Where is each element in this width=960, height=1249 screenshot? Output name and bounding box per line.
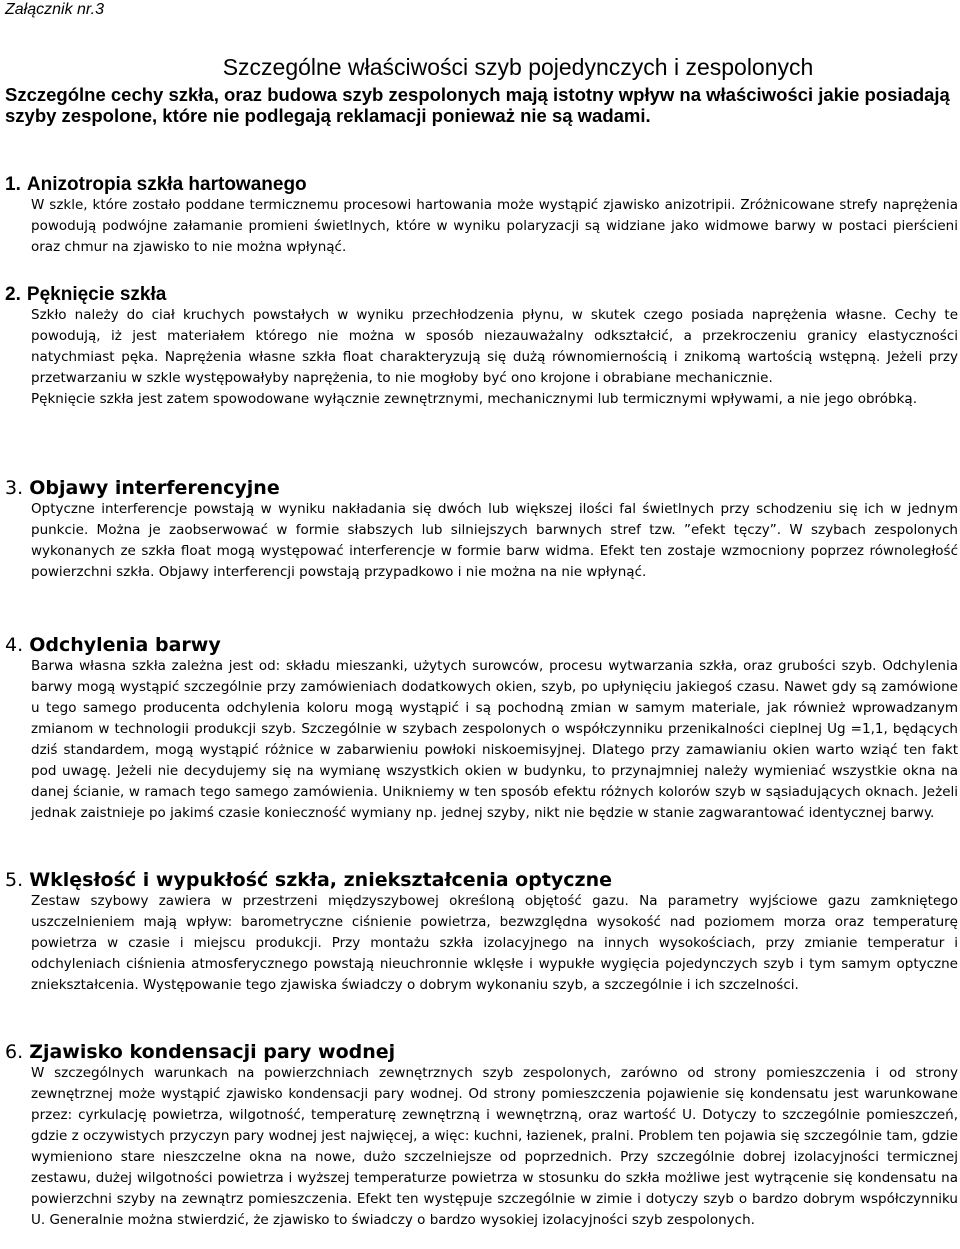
- paragraph: Barwa własna szkła zależna jest od: składu mieszanki, użytych surowców, procesu wytwarzania szkła, oraz grubości szyb. Odchylenia barwy mogą wystąpić szczególnie przy zamówieniach dodatkowych okien, szyb, po upłynięciu jakiegoś czasu. Nawet gdy są zamówione u tego samego producenta odchylenia koloru mogą wystąpić i są pochodną zmian w samym materiale, jak również wprowadzanym zmianom w technologii produkcji szyb. Szczególnie w szybach zespolonych o współczynniku przenikalności cieplnej Ug =1,1, będących dziś standardem, mogą wystąpić różnice w zabarwieniu powłoki niskoemisyjnej. Dlatego przy zamawianiu okien warto wziąć ten fakt pod uwagę. Jeżeli nie decydujemy się na wymianę wszystkich okien w budynku, to przynajmniej należy wymieniać wszystkie okna na danej ścianie, w ramach tego samego zamówienia. Unikniemy w ten sposób efektu różnych kolorów szyb w sąsiadujących oknach. Jeżeli jednak zaistnieje po jakimś czasie konieczność wymiany np. jednej szyby, nikt nie będzie w stanie zagwarantować identycznej barwy.: [31, 658, 958, 821]
- section-title: Anizotropia szkła hartowanego: [26, 174, 307, 195]
- section-body: [31, 1063, 958, 1231]
- paragraph: Szkło należy do ciał kruchych powstałych w wyniku przechłodzenia płynu, w skutek czego posiada naprężenia własne. Cechy te powodują, iż jest materiałem którego nie można w sposób niezauważalny odkształcić, a przekroczeniu granicy elastyczności natychmiast pęka. Naprężenia własne szkła float charakteryzują się dużą równomiernością i znikomą wartością wstępną. Jeżeli przy przetwarzaniu w szkle występowałyby naprężenia, to nie mogłoby być ono krojone i obrabiane mechanicznie.: [31, 307, 958, 386]
- intro-paragraph: Szczególne cechy szkła, oraz budowa szyb zespolonych mają istotny wpływ na właściwości jakie posiadają szyby zespolone, które nie podlegają reklamacji ponieważ nie są wadami.: [5, 84, 950, 126]
- section-number: 1.: [5, 174, 21, 195]
- section-heading: [5, 283, 166, 306]
- section-number: 2.: [5, 284, 21, 305]
- section-number: 5.: [5, 869, 24, 891]
- paragraph: W szkle, które zostało poddane termicznemu procesowi hartowania może wystąpić zjawisko anizotripii. Zróżnicowane strefy naprężenia powodują podwójne załamanie promieni świetlnych, które w wyniku polaryzacji są widziane jako widmowe barwy w postaci pierścieni oraz chmur na zjawisko to nie można wpłynąć.: [31, 197, 958, 255]
- section-heading: [5, 477, 280, 499]
- section-title: Objawy interferencyjne: [29, 477, 280, 499]
- section-body: [31, 195, 958, 258]
- section-body: [31, 499, 958, 583]
- paragraph: Pęknięcie szkła jest zatem spowodowane wyłącznie zewnętrznymi, mechanicznymi lub termicznymi wpływami, a nie jego obróbką.: [31, 391, 917, 407]
- document-title: Szczególne właściwości szyb pojedynczych i zespolonych: [222, 54, 814, 81]
- section-title: Wklęsłość i wypukłość szkła, zniekształcenia optyczne: [29, 869, 613, 891]
- section-heading: [5, 869, 612, 891]
- section-number: 4.: [5, 634, 24, 656]
- section-title: Pęknięcie szkła: [26, 284, 167, 305]
- section-title: Odchylenia barwy: [29, 634, 221, 656]
- paragraph: Optyczne interferencje powstają w wyniku nakładania się dwóch lub większej ilości fal świetlnych przy schodzeniu się ich w jednym punkcie. Można je zaobserwować w formie słabszych lub silniejszych barwnych stref tzw. ”efekt tęczy”. W szybach zespolonych wykonanych ze szkła float mogą występować interferencje w formie barw widma. Efekt ten zostaje wzmocniony poprzez równoległość powierzchni szkła. Objawy interferencji powstają przypadkowo i nie można na nie wpłynąć.: [31, 501, 958, 580]
- section-body: [31, 305, 958, 410]
- section-title: Zjawisko kondensacji pary wodnej: [29, 1041, 396, 1063]
- section-number: 3.: [5, 477, 24, 499]
- section-body: [31, 656, 958, 824]
- paragraph: W szczególnych warunkach na powierzchniach zewnętrznych szyb zespolonych, zarówno od strony pomieszczenia i od strony zewnętrznej może wystąpić zjawisko kondensacji pary wodnej. Od strony pomieszczenia pojawienie się kondensatu jest warunkowane przez: cyrkulację powietrza, wilgotność, temperaturę zewnętrzną i wewnętrzną, oraz wartość U. Dotyczy to szczególnie pomieszczeń, gdzie z oczywistych przyczyn pary wodnej jest najwięcej, a więc: kuchni, łazienek, pralni. Problem ten pojawia się szczególnie tam, gdzie wymieniono stare nieszczelne okna na nowe, dużo szczelniejsze od poprzednich. Przy szczególnie dobrej izolacyjności termicznej zestawu, dużej wilgotności powietrza i wyższej temperaturze powietrza w stosunku do szkła możliwe jest wytrącenie się kondensatu na powierzchni szyby na zewnątrz pomieszczenia. Efekt ten występuje szczególnie w zimie i dotyczy szyb o bardzo dobrym współczynniku U. Generalnie można stwierdzić, że zjawisko to świadczy o bardzo wysokiej izolacyjności szyb zespolonych.: [31, 1065, 958, 1228]
- section-number: 6.: [5, 1041, 24, 1063]
- annex-label: Załącznik nr.3: [5, 1, 104, 18]
- section-body: [31, 891, 958, 996]
- section-heading: [5, 1041, 395, 1063]
- section-heading: [5, 173, 307, 196]
- paragraph: Zestaw szybowy zawiera w przestrzeni międzyszybowej określoną objętość gazu. Na parametry wyjściowe gazu zamkniętego uszczelnieniem mają wpływ: barometryczne ciśnienie powietrza, bezwzględna wysokość nad poziomem morza oraz temperaturę powietrza w czasie i miejscu produkcji. Przy montażu szkła izolacyjnego na innych wysokościach, przy zmianie temperatur i odchyleniach ciśnienia atmosferycznego powstają nieuchronnie wklęsłe i wypukłe wygięcia pojedynczych szyb i tym samym optyczne zniekształcenia. Występowanie tego zjawiska świadczy o dobrym wykonaniu szyb, a szczególnie i ich szczelności.: [31, 893, 958, 993]
- section-heading: [5, 634, 221, 656]
